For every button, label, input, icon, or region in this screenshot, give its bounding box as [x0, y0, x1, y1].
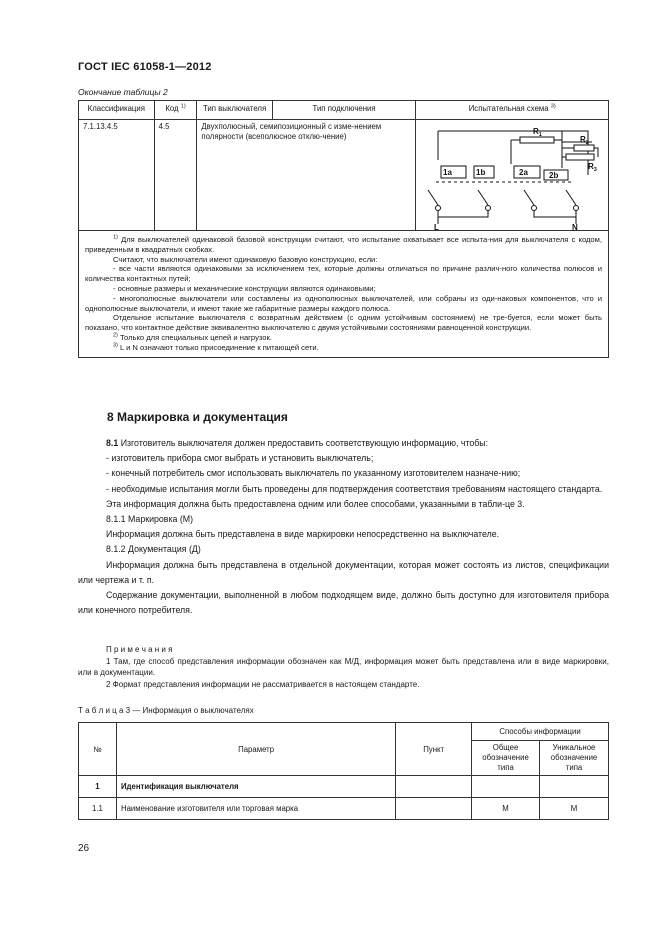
note-1: 1 Там, где способ представления информации обозначен как М/Д, информация может быть представлена или в виде маркировки, или в документации. [78, 656, 609, 677]
table2-row [79, 120, 609, 231]
label-r2: $R_2$ [580, 135, 590, 146]
col-switch-type: Тип выключателя [197, 101, 272, 120]
para-content: Содержание документации, выполненной в любом подходящем виде, должно быть доступно для изготовителя прибора или конечного потребителя. [78, 590, 609, 616]
cell-switch-type [197, 120, 416, 231]
note-2: 2 Формат представления информации не рассматривается в настоящем стандарте. [106, 679, 420, 689]
footnote-3: $^{3)}$ L и N означают только присоединение к питающей сети. [113, 342, 319, 352]
col-code: Код $^{1)}$ [154, 101, 197, 120]
table3-col-common: Общее обозначение типа [472, 741, 540, 776]
para-8-1-1: 8.1.1 Маркировка (М) [106, 514, 194, 525]
para-8-1: 8.1 Изготовитель выключателя должен предоставить соответствующую информацию, чтобы: [106, 438, 489, 448]
para-documentation: Информация должна быть представлена в отдельной документации, которая может состоять из листов, спецификации или чертежа и т. п. [78, 559, 609, 585]
table2-footnotes-row [79, 231, 609, 358]
label-2b: 2b [549, 171, 559, 180]
para-8-1-2: 8.1.2 Документация (Д) [106, 544, 201, 555]
col-connection-type: Тип подключения [272, 101, 416, 120]
label-n: N [572, 223, 579, 230]
para-2: Эта информация должна быть предоставлена одним или более способами, указанными в табли-це 3. [106, 498, 525, 509]
table3-col-num: № [79, 723, 117, 776]
row-clause [396, 798, 472, 820]
label-1a: 1a [443, 168, 453, 177]
table3-header-row-1 [79, 723, 609, 741]
row-unique [540, 776, 609, 798]
footnote-2: $^{2)}$ Только для специальных цепей и нагрузок. [113, 332, 272, 342]
table3-col-methods: Способы информации [472, 723, 609, 741]
row-num: 1.1 [79, 798, 117, 820]
section-8-body [78, 436, 609, 618]
table3-col-param: Параметр [116, 723, 395, 776]
row-unique: М [540, 798, 609, 820]
table2-footnotes [79, 231, 609, 358]
footnote-1e: - многополюсные выключатели или составлены из однополюсных выключателей, или собраны из оди-наковых компонентов, что и однополюсные выключатели, и имеют такие же габаритные размеры каждого полюса. [85, 293, 602, 313]
section-8-heading: 8 Маркировка и документация [107, 410, 288, 424]
switch-type-text: Двухполюсный, семипозиционный с изме-нением полярности (всеполюсное отклю-чение) [201, 122, 382, 141]
test-circuit-diagram [416, 120, 606, 230]
table-row [79, 798, 609, 820]
label-r1: $R_1$ [533, 127, 543, 138]
cell-code: 4.5 [154, 120, 197, 231]
col-test-scheme: Испытательная схема $^{3)}$ [416, 101, 609, 120]
col-classification: Классификация [79, 101, 155, 120]
footnote-1: $^{1)}$ Для выключателей одинаковой базовой конструкции считают, что испытание охватывает все испыта-ния для выключателя с кодом, приведенным в квадратных скобках. [85, 234, 602, 254]
notes-title: П р и м е ч а н и я [106, 645, 173, 654]
footnote-1b: Считают, что выключатели имеют одинаковую базовую конструкцию, если: [113, 254, 378, 264]
bullet-2: - конечный потребитель смог использовать выключатель по указанному изготовителем назначе-нию; [106, 468, 521, 479]
table2-caption: Окончание таблицы 2 [78, 87, 168, 97]
table3-col-unique: Уникальное обозначение типа [540, 741, 609, 776]
table-row [79, 776, 609, 798]
row-common [472, 776, 540, 798]
row-num: 1 [79, 776, 117, 798]
notes-block [78, 644, 609, 690]
page-number: 26 [78, 843, 90, 854]
row-common: М [472, 798, 540, 820]
table-2 [78, 100, 609, 358]
table3-col-clause: Пункт [396, 723, 472, 776]
row-clause [396, 776, 472, 798]
label-r3: $R_3$ [588, 162, 598, 173]
label-2a: 2a [519, 168, 529, 177]
cell-classification: 7.1.13.4.5 [79, 120, 155, 231]
bullet-1: - изготовитель прибора смог выбрать и установить выключатель; [106, 453, 374, 464]
footnote-1f: Отдельное испытание выключателя с возвратным действием (с одним устойчивым состоянием) не тре-буется, если может быть показано, что контактное действие эквивалентно выключателю с двумя устойчивыми состояниями равноценной конструкции. [85, 313, 602, 333]
table2-header-row [79, 101, 609, 120]
row-param: Наименование изготовителя или торговая марка [116, 798, 395, 820]
footnote-1d: - основные размеры и механические конструкции являются одинаковыми; [113, 283, 376, 293]
row-param: Идентификация выключателя [116, 776, 395, 798]
table-3 [78, 722, 609, 820]
label-l: L [434, 223, 440, 230]
table3-caption: Т а б л и ц а 3 — Информация о выключателях [78, 706, 254, 715]
footnote-1c: - все части являются одинаковыми за исключением тех, которые должны отличаться по причине различ-ного количества полюсов и количества контактных путей; [85, 264, 602, 284]
bullet-3: - необходимые испытания могли быть проведены для подтверждения соответствия требованиям настоящего стандарта. [106, 483, 603, 494]
cell-test-scheme [416, 120, 609, 231]
para-marking: Информация должна быть представлена в виде маркировки непосредственно на выключателе. [106, 529, 500, 540]
label-1b: 1b [476, 168, 486, 177]
document-header: ГОСТ IEC 61058-1—2012 [78, 61, 212, 73]
